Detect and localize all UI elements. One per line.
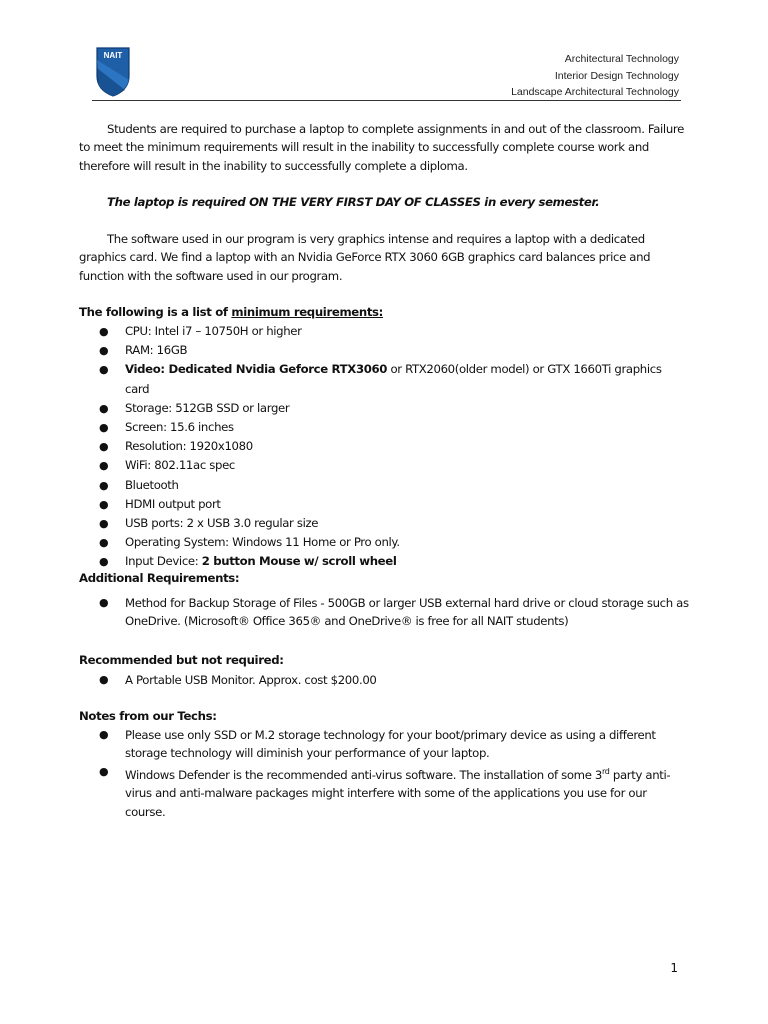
recommended-heading: Recommended but not required: <box>79 653 284 667</box>
minimum-requirements-heading: The following is a list of minimum requirements: <box>79 305 383 319</box>
notes-heading: Notes from our Techs: <box>79 709 217 723</box>
list-item: ● Bluetooth <box>99 477 179 492</box>
list-item: ● RAM: 16GB <box>99 343 188 358</box>
list-item: ● Video: Dedicated Nvidia Geforce RTX3060 or RTX2060(older model) or GTX 1660Ti graphics card <box>99 362 662 396</box>
list-item: ● Screen: 15.6 inches <box>99 420 234 435</box>
list-item: ● Operating System: Windows 11 Home or Pro only. <box>99 535 400 550</box>
list-item: ● HDMI output port <box>99 496 221 511</box>
list-item: ● Resolution: 1920x1080 <box>99 439 253 454</box>
program-name: Landscape Architectural Technology <box>511 86 679 98</box>
list-item: ● WiFi: 802.11ac spec <box>99 458 235 473</box>
program-name: Interior Design Technology <box>554 69 679 82</box>
list-item: ● USB ports: 2 x USB 3.0 regular size <box>99 516 319 531</box>
nait-logo <box>95 46 131 98</box>
additional-requirements-list <box>79 594 689 631</box>
list-item: ● Storage: 512GB SSD or larger <box>99 400 290 415</box>
list-item: ● Method for Backup Storage of Files - 500GB or larger USB external hard drive or cloud storage such as OneDrive. (Microsoft® Office 365® and OneDrive® is free for all NAIT students) <box>99 596 689 629</box>
notes-list <box>79 726 689 821</box>
page-number: 1 <box>670 961 678 975</box>
intro-paragraph: Students are required to purchase a laptop to complete assignments in and out of the classroom. Failure to meet the minimum requirements will result in the inability to successfully complete course work and therefore will result in the inability to successfully complete a diploma. <box>79 122 684 173</box>
header-divider <box>92 100 681 101</box>
minimum-requirements-list <box>79 322 689 572</box>
first-day-notice: The laptop is required ON THE VERY FIRST DAY OF CLASSES in every semester. <box>107 195 600 209</box>
logo-text: NAIT <box>103 51 123 60</box>
software-paragraph: The software used in our program is very graphics intense and requires a laptop with a dedicated graphics card. We find a laptop with an Nvidia GeForce RTX 3060 6GB graphics card balances price and function with the software used in our program. <box>79 232 651 283</box>
list-item: ● Windows Defender is the recommended anti-virus software. The installation of some 3rd party anti-virus and anti-malware packages might interfere with some of the applications you use for our course. <box>99 764 671 819</box>
list-item: ● Input Device: 2 button Mouse w/ scroll wheel <box>99 554 397 569</box>
recommended-list <box>79 671 689 689</box>
additional-requirements-heading: Additional Requirements: <box>79 571 240 585</box>
list-item: ● Please use only SSD or M.2 storage technology for your boot/primary device as using a different storage technology will diminish your performance of your laptop. <box>99 728 656 761</box>
list-item: ● A Portable USB Monitor. Approx. cost $200.00 <box>99 673 377 687</box>
program-list <box>511 51 679 101</box>
program-name: Architectural Technology <box>564 53 679 65</box>
list-item: ● CPU: Intel i7 – 10750H or higher <box>99 324 302 338</box>
